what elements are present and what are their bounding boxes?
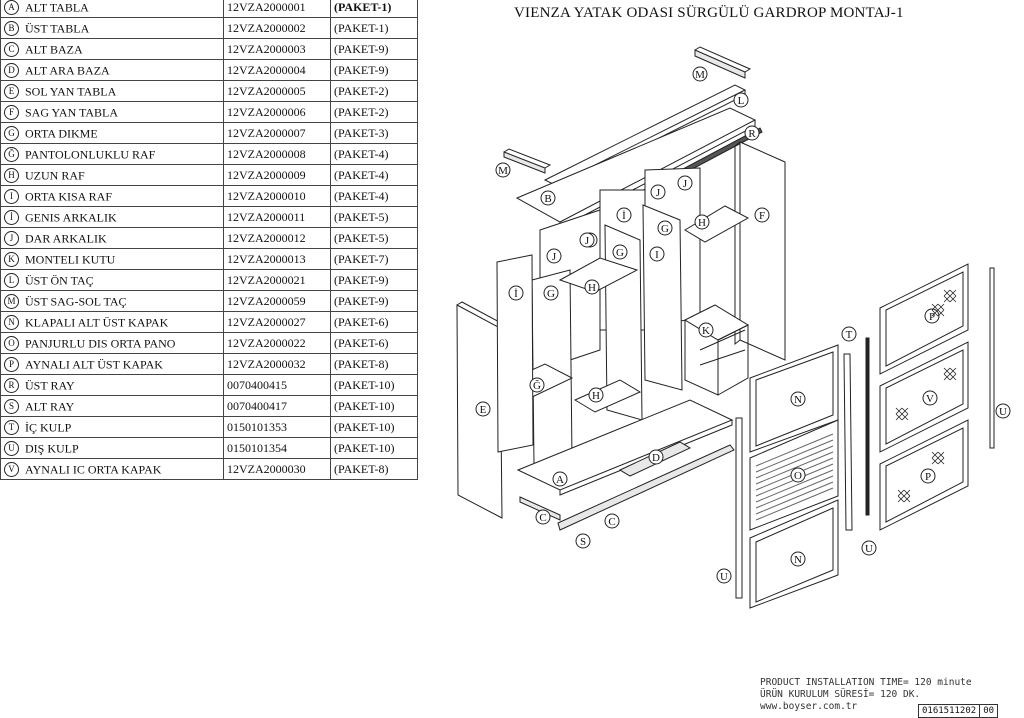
label-h2: H [588, 282, 596, 294]
part-letter: M [4, 294, 19, 309]
parts-table-body [1, 0, 418, 480]
label-b: B [544, 193, 552, 205]
part-package: (PAKET-5) [331, 228, 418, 249]
part-name: ALT RAY [25, 399, 75, 414]
part-letter: R [4, 378, 19, 393]
label-f: F [758, 210, 766, 222]
label-g2: G [616, 247, 624, 259]
part-cell [1, 186, 224, 207]
part-cell [1, 354, 224, 375]
part-name: ÜST ÖN TAÇ [25, 273, 94, 288]
part-package: (PAKET-6) [331, 333, 418, 354]
part-code: 12VZA2000004 [224, 60, 331, 81]
label-v: V [926, 393, 934, 405]
part-package: (PAKET-7) [331, 249, 418, 270]
part-package: (PAKET-10) [331, 438, 418, 459]
part-code: 12VZA2000010 [224, 186, 331, 207]
label-o: O [794, 470, 802, 482]
part-cell [1, 60, 224, 81]
parts-table-row [1, 396, 418, 417]
part-code: 0070400417 [224, 396, 331, 417]
part-package: (PAKET-1) [331, 0, 418, 18]
part-cell [1, 333, 224, 354]
label-j4: J [551, 251, 557, 263]
part-name: MONTELI KUTU [25, 252, 116, 267]
part-name: ALT BAZA [25, 42, 83, 57]
label-g3: G [547, 288, 555, 300]
part-code: 12VZA2000008 [224, 144, 331, 165]
part-code: 12VZA2000027 [224, 312, 331, 333]
part-name: ORTA DIKME [25, 126, 98, 141]
part-code: 12VZA2000006 [224, 102, 331, 123]
part-letter: F [4, 105, 19, 120]
part-name: ÜST RAY [25, 378, 75, 393]
label-d: D [652, 452, 660, 464]
part-letter: N [4, 315, 19, 330]
part-letter: A [4, 0, 19, 15]
parts-table-row [1, 60, 418, 81]
label-m1: M [695, 69, 705, 81]
part-code: 12VZA2000021 [224, 270, 331, 291]
drawer-box [685, 305, 748, 395]
label-e: E [479, 404, 487, 416]
assembly-drawing [440, 30, 1024, 630]
part-cell [1, 102, 224, 123]
parts-table-row [1, 39, 418, 60]
label-c2: C [608, 516, 616, 528]
part-cell [1, 228, 224, 249]
part-package: (PAKET-1) [331, 18, 418, 39]
label-h1: H [698, 217, 706, 229]
part-package: (PAKET-6) [331, 312, 418, 333]
part-letter: P [4, 357, 19, 372]
label-h3: H [592, 390, 600, 402]
label-p2: P [924, 471, 932, 483]
part-package: (PAKET-5) [331, 207, 418, 228]
label-n1: N [794, 394, 802, 406]
part-cell [1, 18, 224, 39]
parts-table-row [1, 375, 418, 396]
part-code: 12VZA2000012 [224, 228, 331, 249]
part-code: 12VZA2000007 [224, 123, 331, 144]
part-name: ÜST SAG-SOL TAÇ [25, 294, 127, 309]
part-cell [1, 291, 224, 312]
part-cell [1, 39, 224, 60]
parts-table-row [1, 228, 418, 249]
part-name: İÇ KULP [25, 420, 72, 435]
parts-table-row [1, 123, 418, 144]
label-m2: M [498, 165, 508, 177]
part-package: (PAKET-9) [331, 60, 418, 81]
part-package: (PAKET-10) [331, 417, 418, 438]
website: www.boyser.com.tr [760, 701, 858, 712]
part-package: (PAKET-4) [331, 165, 418, 186]
label-r: R [748, 128, 756, 140]
part-letter: E [4, 84, 19, 99]
installation-time-tr: ÜRÜN KURULUM SÜRESİ= 120 DK. [760, 689, 921, 700]
part-cell [1, 144, 224, 165]
part-package: (PAKET-9) [331, 270, 418, 291]
label-j2: J [655, 187, 661, 199]
part-cell [1, 375, 224, 396]
part-letter: D [4, 63, 19, 78]
part-letter: T [4, 420, 19, 435]
parts-table-row [1, 144, 418, 165]
part-code: 0070400415 [224, 375, 331, 396]
part-letter: V [4, 462, 19, 477]
parts-table-row [1, 459, 418, 480]
part-name: ALT ARA BAZA [25, 63, 110, 78]
parts-table-row [1, 18, 418, 39]
part-name: AYNALI IC ORTA KAPAK [25, 462, 162, 477]
parts-table-row [1, 312, 418, 333]
label-j5: J [584, 235, 590, 247]
part-code: 0150101353 [224, 417, 331, 438]
part-package: (PAKET-10) [331, 396, 418, 417]
parts-table-row [1, 186, 418, 207]
part-code: 0150101354 [224, 438, 331, 459]
part-name: UZUN RAF [25, 168, 85, 183]
drawing-title: VIENZA YATAK ODASI SÜRGÜLÜ GARDROP MONTAJ-1 [514, 5, 904, 21]
part-name: PANJURLU DIS ORTA PANO [25, 336, 176, 351]
part-code: 12VZA2000002 [224, 18, 331, 39]
part-letter: O [4, 336, 19, 351]
document-number-box [918, 704, 998, 718]
part-letter: C [4, 42, 19, 57]
part-package: (PAKET-3) [331, 123, 418, 144]
parts-table-row [1, 291, 418, 312]
part-name: ALT TABLA [25, 0, 89, 15]
part-letter: L [4, 273, 19, 288]
part-code: 12VZA2000011 [224, 207, 331, 228]
label-j1: J [682, 178, 688, 190]
part-code: 12VZA2000009 [224, 165, 331, 186]
part-code: 12VZA2000013 [224, 249, 331, 270]
part-cell [1, 0, 224, 18]
label-i_dot1: İ [622, 210, 626, 222]
part-code: 12VZA2000059 [224, 291, 331, 312]
part-letter: B [4, 21, 19, 36]
label-t: T [845, 329, 853, 341]
part-letter: K [4, 252, 19, 267]
document-revision: 00 [979, 705, 997, 717]
part-code: 12VZA2000003 [224, 39, 331, 60]
part-letter: S [4, 399, 19, 414]
parts-table-row [1, 165, 418, 186]
parts-table-row [1, 81, 418, 102]
part-package: (PAKET-4) [331, 144, 418, 165]
label-l: L [737, 95, 745, 107]
parts-table-row [1, 102, 418, 123]
label-k: K [702, 325, 710, 337]
part-package: (PAKET-9) [331, 39, 418, 60]
part-code: 12VZA2000032 [224, 354, 331, 375]
document-number: 0161511202 [922, 706, 977, 716]
part-letter: H [4, 168, 19, 183]
part-package: (PAKET-2) [331, 102, 418, 123]
label-g1: G [661, 223, 669, 235]
parts-table-row [1, 207, 418, 228]
part-cell [1, 81, 224, 102]
parts-table [0, 0, 418, 480]
part-cell [1, 207, 224, 228]
part-name: SAG YAN TABLA [25, 105, 119, 120]
label-n2: N [794, 554, 802, 566]
parts-table-row [1, 249, 418, 270]
part-cell [1, 459, 224, 480]
label-i_dot2: İ [514, 288, 518, 300]
label-a: A [556, 474, 564, 486]
part-letter: U [4, 441, 19, 456]
part-name: ORTA KISA RAF [25, 189, 113, 204]
part-package: (PAKET-9) [331, 291, 418, 312]
part-code: 12VZA2000005 [224, 81, 331, 102]
parts-table-row [1, 0, 418, 18]
part-cell [1, 417, 224, 438]
part-name: PANTOLONLUKLU RAF [25, 147, 156, 162]
part-package: (PAKET-2) [331, 81, 418, 102]
parts-table-row [1, 438, 418, 459]
part-cell [1, 312, 224, 333]
label-i1: I [655, 249, 659, 261]
parts-table-row [1, 333, 418, 354]
label-s: S [579, 536, 587, 548]
part-name: AYNALI ALT ÜST KAPAK [25, 357, 163, 372]
part-code: 12VZA2000001 [224, 0, 331, 18]
part-package: (PAKET-8) [331, 354, 418, 375]
part-letter: J [4, 231, 19, 246]
part-code: 12VZA2000022 [224, 333, 331, 354]
parts-table-row [1, 417, 418, 438]
part-letter: İ [4, 210, 19, 225]
part-package: (PAKET-4) [331, 186, 418, 207]
part-name: KLAPALI ALT ÜST KAPAK [25, 315, 169, 330]
part-letter: I [4, 189, 19, 204]
label-u3: U [999, 406, 1007, 418]
part-package: (PAKET-10) [331, 375, 418, 396]
label-c1: C [539, 512, 547, 524]
part-name: GENIS ARKALIK [25, 210, 117, 225]
part-code: 12VZA2000030 [224, 459, 331, 480]
part-cell [1, 270, 224, 291]
part-letter: G [4, 126, 19, 141]
part-name: SOL YAN TABLA [25, 84, 117, 99]
part-name: DAR ARKALIK [25, 231, 107, 246]
part-cell [1, 165, 224, 186]
label-u2: U [865, 543, 873, 555]
part-name: DIŞ KULP [25, 441, 79, 456]
parts-table-row [1, 354, 418, 375]
part-name: ÜST TABLA [25, 21, 90, 36]
part-cell [1, 249, 224, 270]
part-package: (PAKET-8) [331, 459, 418, 480]
label-p1: P [928, 311, 936, 323]
part-cell [1, 438, 224, 459]
label-u1: U [720, 571, 728, 583]
part-letter: Ğ [4, 147, 19, 162]
installation-time-en: PRODUCT INSTALLATION TIME= 120 minute [760, 677, 972, 688]
parts-table-row [1, 270, 418, 291]
label-g_breve: Ğ [533, 380, 541, 392]
part-cell [1, 123, 224, 144]
part-cell [1, 396, 224, 417]
